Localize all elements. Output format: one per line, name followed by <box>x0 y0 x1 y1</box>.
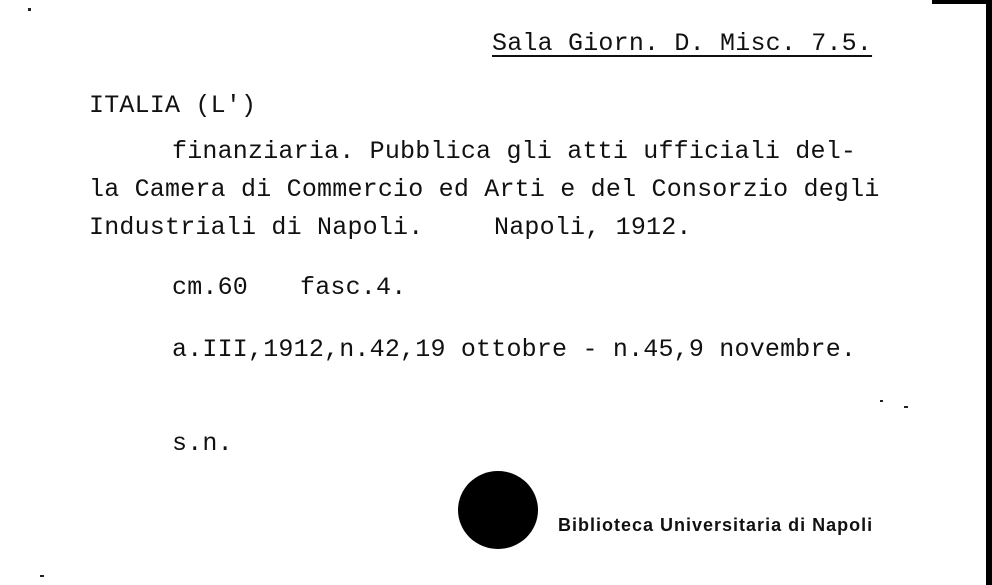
physical-size: cm.60 <box>172 273 249 302</box>
note-sn: s.n. <box>172 429 233 458</box>
shelfmark: Sala Giorn. D. Misc. 7.5. <box>492 29 873 58</box>
description-line-2: la Camera di Commercio ed Arti e del Consorzio degli <box>89 175 880 204</box>
publication-place-date: Napoli, 1912. <box>494 213 692 242</box>
stamp-dot-icon <box>458 471 538 549</box>
description-line-3: Industriali di Napoli. <box>89 213 424 242</box>
scan-speck <box>28 8 31 11</box>
scan-speck <box>880 400 883 402</box>
library-stamp: Biblioteca Universitaria di Napoli <box>558 515 874 535</box>
scan-speck <box>40 575 44 577</box>
fascicle-count: fasc.4. <box>300 273 407 302</box>
entry-heading: ITALIA (L') <box>89 91 257 120</box>
holdings-statement: a.III,1912,n.42,19 ottobre - n.45,9 novembre. <box>172 335 857 364</box>
scan-border-top <box>932 0 992 4</box>
description-line-1: finanziaria. Pubblica gli atti ufficiali del- <box>172 137 857 166</box>
scan-speck <box>904 406 908 408</box>
scan-border <box>986 0 992 585</box>
